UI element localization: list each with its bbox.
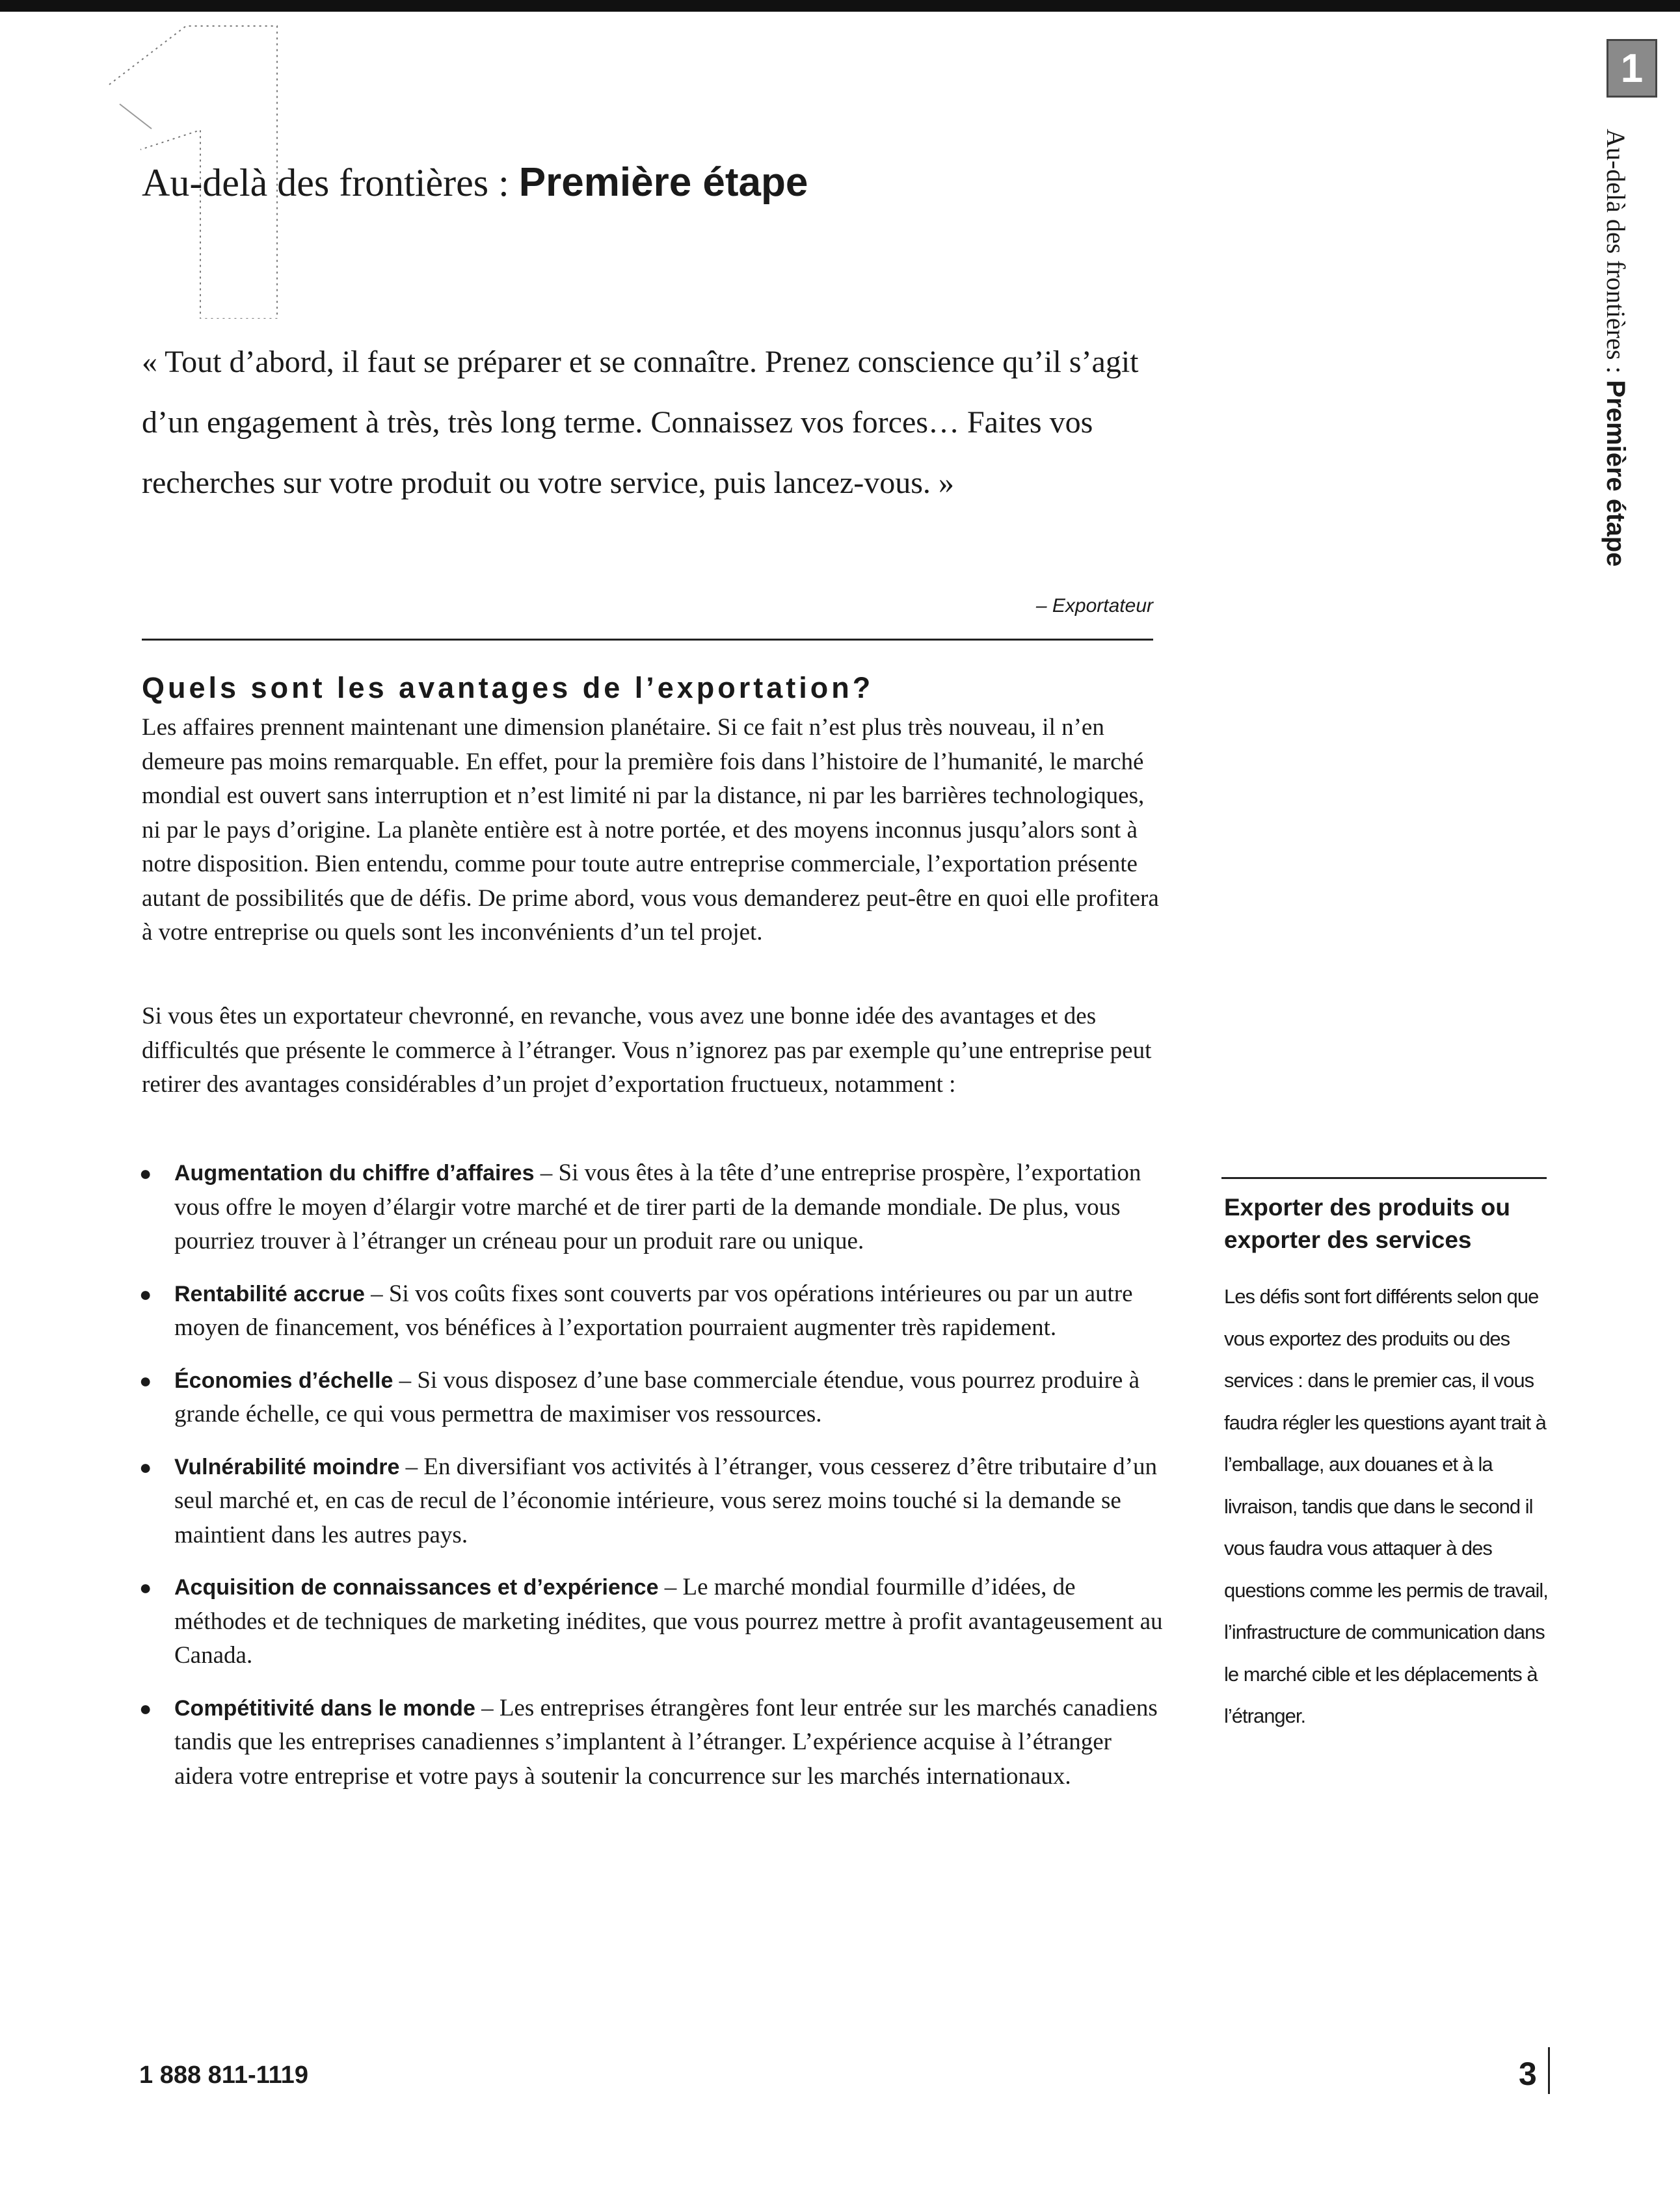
sidebar-title: Exporter des produits ou exporter des services xyxy=(1224,1194,1510,1253)
bullet-term: Compétitivité dans le monde xyxy=(174,1695,475,1721)
quote-attribution: – Exportateur xyxy=(1035,595,1153,616)
opening-quote: « Tout d’abord, il faut se préparer et se connaître. Prenez conscience qu’il s’agit d’un engagement à très, très long terme. Connaissez vos forces… Faites vos recherches sur votre produit ou votre service, puis lancez-vous. » xyxy=(142,345,1139,500)
bullet-text: – Les entreprises étrangères font leur entrée sur les marchés canadiens tandis que les entreprises canadiennes s’implantent à l’étranger. L’expérience acquise à l’étranger aidera votre entreprise et votre pays à soutenir la concurrence sur les marchés internationaux. xyxy=(174,1694,1158,1790)
section-heading: Quels sont les avantages de l’exportation? xyxy=(142,671,874,704)
bullet-text: – Si vous êtes à la tête d’une entreprise prospère, l’exportation vous offre le moyen d’élargir votre marché et de tirer parti de la demande mondiale. De plus, vous pourriez trouver à l’étranger un créneau pour un produit rare ou unique. xyxy=(174,1160,1141,1254)
bullet-term: Augmentation du chiffre d’affaires xyxy=(174,1161,535,1186)
bullet-icon: ● xyxy=(139,1455,152,1479)
running-head-bold: Première étape xyxy=(1601,380,1630,567)
page-number: 3 xyxy=(1519,2056,1537,2092)
bullet-icon: ● xyxy=(139,1576,152,1599)
footer-phone: 1 888 811-1119 xyxy=(139,2061,308,2089)
body-paragraph-2: Si vous êtes un exportateur chevronné, en revanche, vous avez une bonne idée des avantages et des difficultés que présente le commerce à l’étranger. Vous n’ignorez pas par exemple qu’une entreprise peut retirer des avantages considérables d’un projet d’exportation fructueux, notamment : xyxy=(142,1003,1152,1098)
page-title xyxy=(142,159,808,205)
bullet-term: Vulnérabilité moindre xyxy=(174,1454,400,1479)
list-item xyxy=(130,1156,1171,1259)
bullet-text: – Si vos coûts fixes sont couverts par vos opérations intérieures ou par un autre moyen de financement, vos bénéfices à l’exportation pourraient augmenter très rapidement. xyxy=(174,1280,1133,1341)
sidebar-divider xyxy=(1221,1177,1547,1179)
bullet-term: Acquisition de connaissances et d’expérience xyxy=(174,1575,659,1600)
bullet-text: – Le marché mondial fourmille d’idées, de méthodes et de techniques de marketing inédites, que vous pourrez mettre à profit avantageusement au Canada. xyxy=(174,1574,1163,1669)
page-title-prefix: Au-delà des frontières : xyxy=(142,161,519,204)
page-title-bold: Première étape xyxy=(518,160,808,205)
quote-divider xyxy=(142,639,1153,641)
chapter-tab-badge: 1 xyxy=(1607,39,1657,98)
running-head-prefix: Au-delà des frontières : xyxy=(1601,129,1631,380)
running-head xyxy=(1592,129,1631,566)
list-item xyxy=(130,1571,1171,1673)
body-paragraph-1: Les affaires prennent maintenant une dimension planétaire. Si ce fait n’est plus très nouveau, il n’en demeure pas moins remarquable. En effet, pour la première fois dans l’histoire de l’humanité, le marché mondial est ouvert sans interruption et n’est limité ni par la distance, ni par les barrières technologiques, ni par le pays d’origine. La planète entière est à notre portée, et des moyens inconnus jusqu’alors sont à notre disposition. Bien entendu, comme pour toute autre entreprise commerciale, l’exportation présente autant de possibilités que de défis. De prime abord, vous vous demanderez peut-être en quoi elle profitera à votre entreprise ou quels sont les inconvénients d’un tel projet. xyxy=(142,714,1159,946)
list-item xyxy=(130,1364,1171,1432)
page-number-bar xyxy=(1548,2047,1550,2094)
top-border xyxy=(0,0,1680,12)
sidebar-body: Les défis sont fort différents selon que vous exportez des produits ou des services : dans le premier cas, il vous faudra régler les questions ayant trait à l’emballage, aux douanes et à la livraison, tandis que dans le second il vous faudra vous attaquer à des questions comme les permis de travail, l’infrastructure de communication dans le marché cible et les déplacements à l’étranger. xyxy=(1224,1285,1548,1727)
bullet-term: Économies d’échelle xyxy=(174,1368,393,1393)
bullet-icon: ● xyxy=(139,1696,152,1720)
bullet-icon: ● xyxy=(139,1368,152,1392)
advantages-list xyxy=(130,1156,1171,1812)
list-item xyxy=(130,1450,1171,1553)
bullet-text: – Si vous disposez d’une base commerciale étendue, vous pourrez produire à grande échelle, ce qui vous permettra de maximiser vos ressources. xyxy=(174,1366,1140,1427)
bullet-term: Rentabilité accrue xyxy=(174,1281,365,1306)
bullet-text: – En diversifiant vos activités à l’étranger, vous cesserez d’être tributaire d’un seul marché et, en cas de recul de l’économie intérieure, vous serez moins touché si la demande se maintient dans les autres pays. xyxy=(174,1453,1157,1548)
bullet-icon: ● xyxy=(139,1282,152,1306)
list-item xyxy=(130,1277,1171,1345)
bullet-icon: ● xyxy=(139,1161,152,1185)
list-item xyxy=(130,1691,1171,1794)
